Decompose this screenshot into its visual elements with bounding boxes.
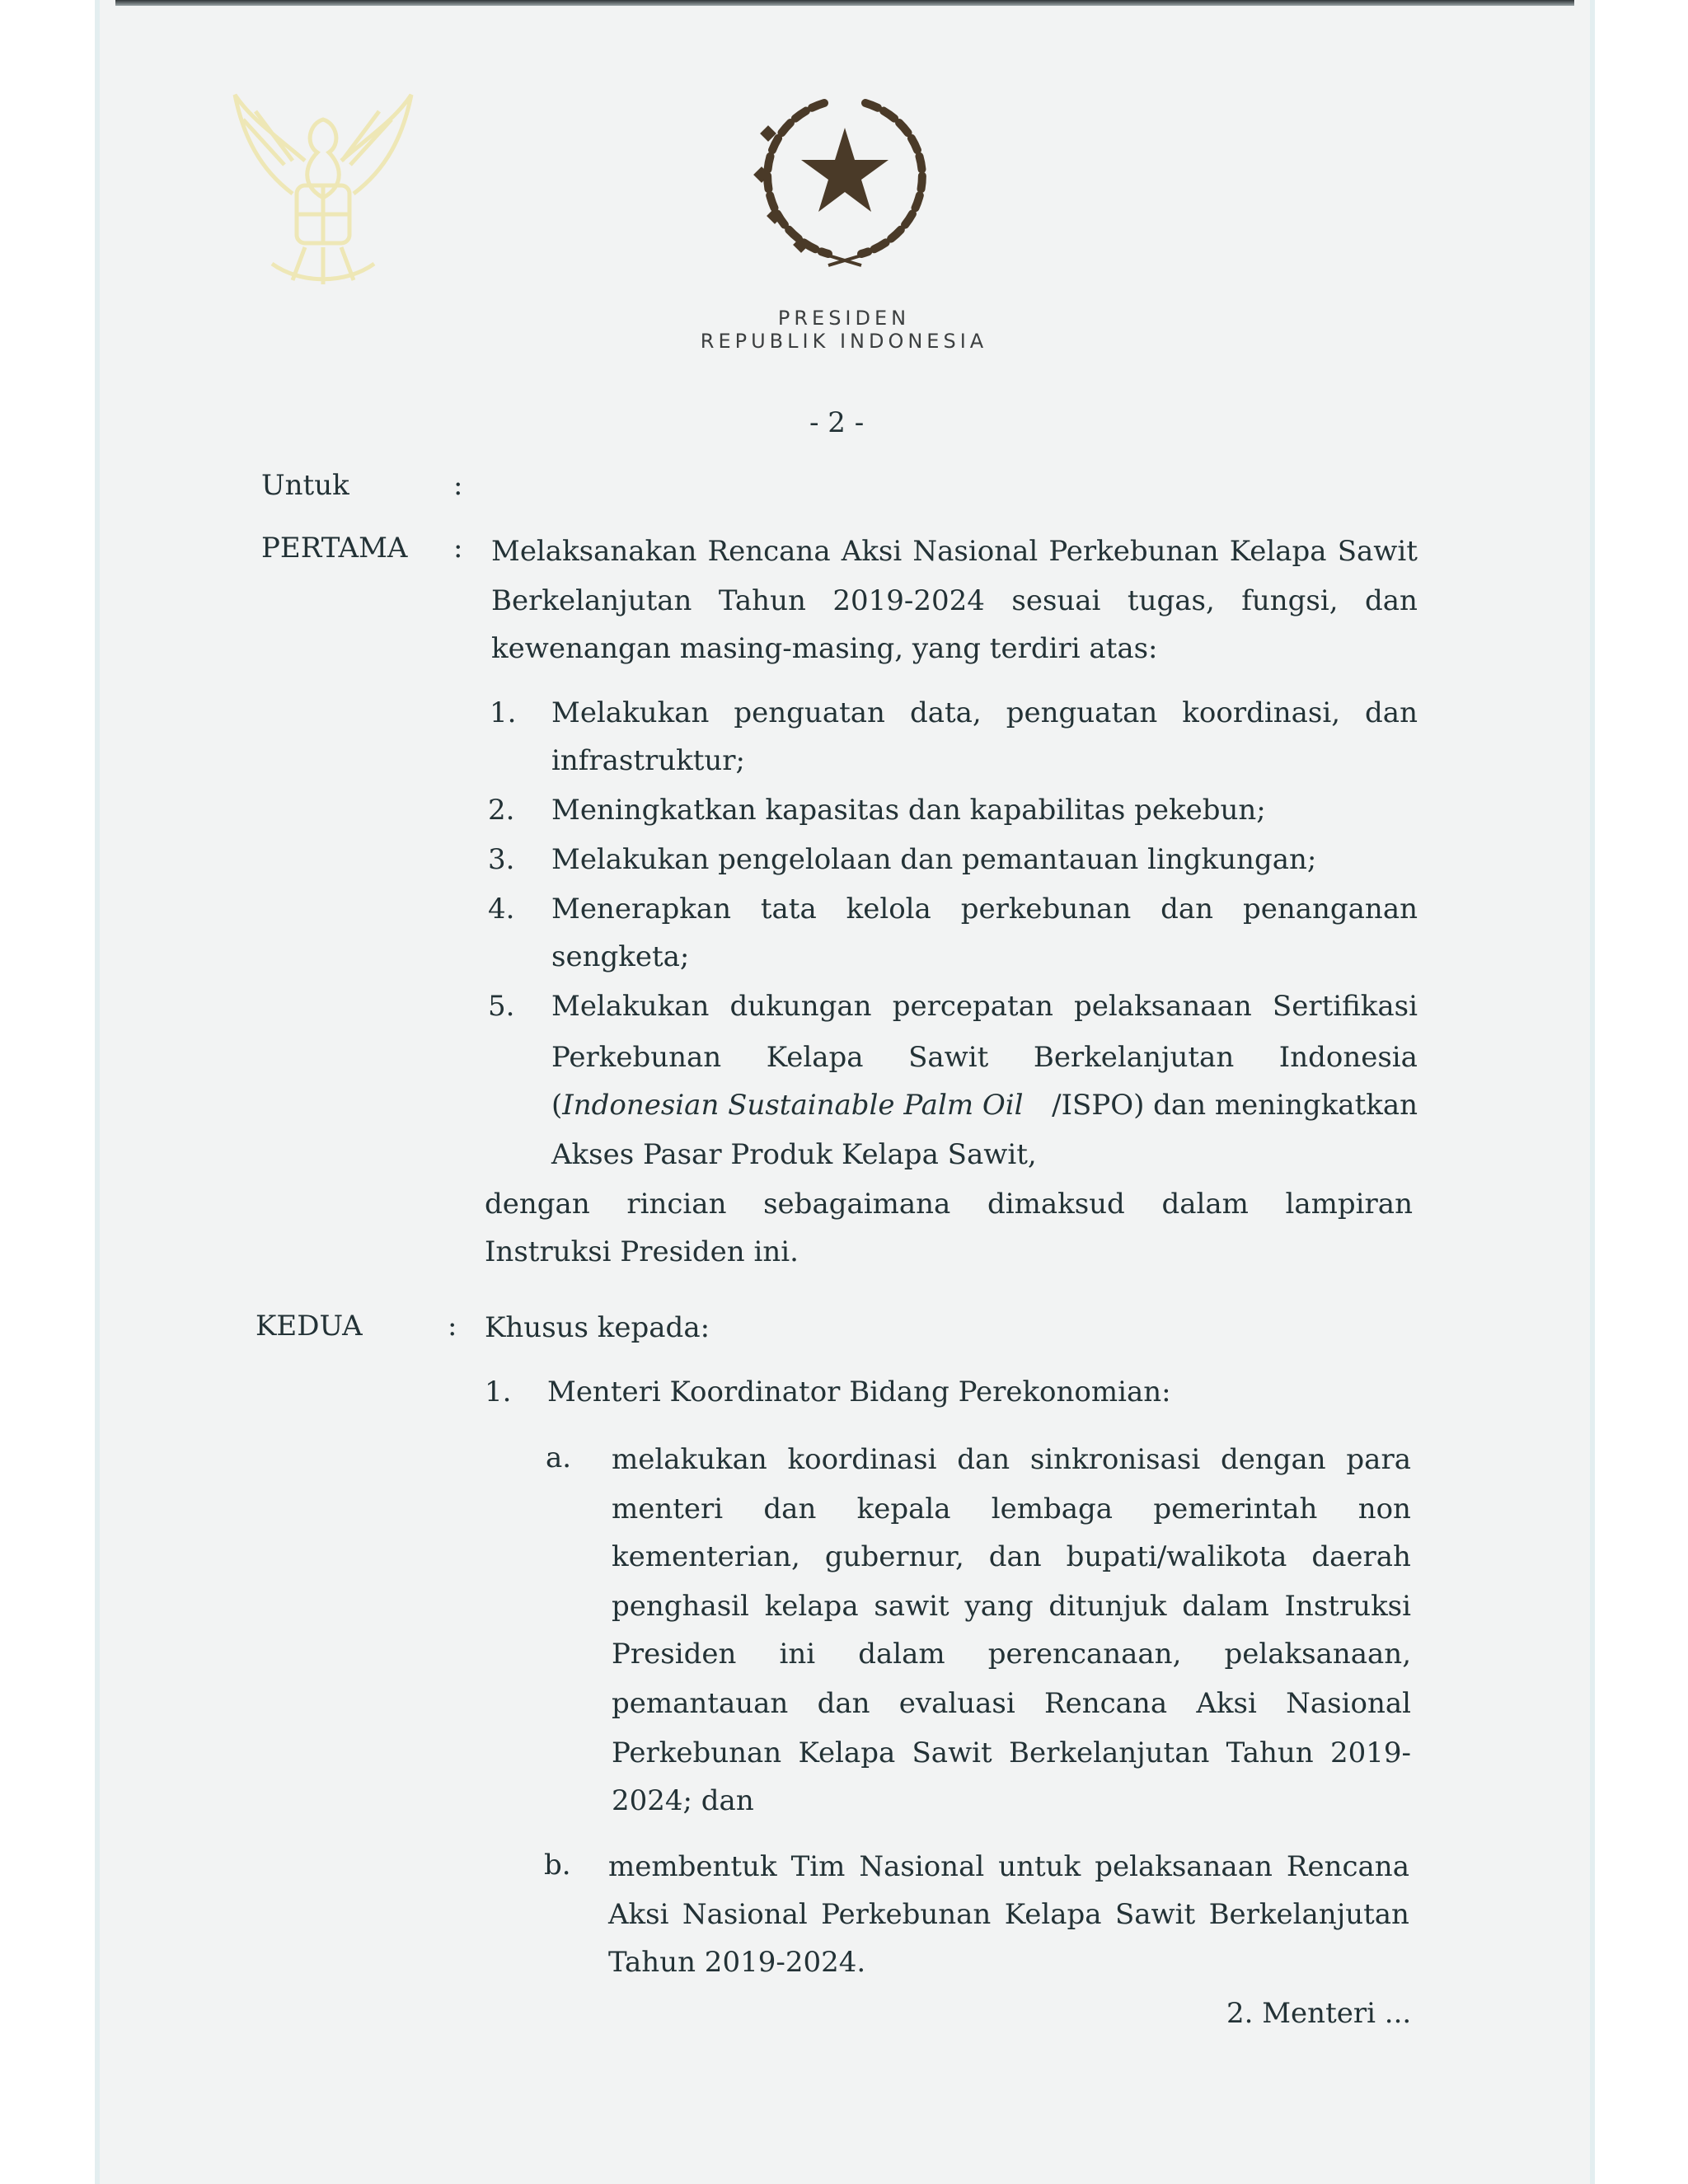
kedua-item-number: 1. xyxy=(485,1376,512,1408)
garuda-watermark-icon xyxy=(227,87,420,293)
sub-a-line: penghasil kelapa sawit yang ditunjuk dalam Instruksi xyxy=(612,1590,1411,1623)
header-presiden: PRESIDEN xyxy=(777,307,911,330)
pertama-intro-line: Berkelanjutan Tahun 2019-2024 sesuai tugas, fungsi, dan xyxy=(491,584,1418,617)
kedua-item-title: Menteri Koordinator Bidang Perekonomian: xyxy=(547,1376,1171,1408)
sub-b-line: Aksi Nasional Perkebunan Kelapa Sawit Berkelanjutan xyxy=(608,1898,1409,1931)
page-number: - 2 - xyxy=(809,406,865,439)
kedua-intro: Khusus kepada: xyxy=(485,1311,710,1344)
sub-item-letter-a: a. xyxy=(546,1441,572,1474)
sub-a-line: melakukan koordinasi dan sinkronisasi dengan para xyxy=(612,1443,1411,1476)
sub-b-line: Tahun 2019-2024. xyxy=(608,1946,866,1979)
sub-a-line: menteri dan kepala lembaga pemerintah non xyxy=(612,1493,1411,1526)
sub-item-letter-b: b. xyxy=(544,1849,571,1882)
page-top-edge xyxy=(115,0,1574,6)
pertama-item-line: sengketa; xyxy=(551,940,690,973)
sub-b-line: membentuk Tim Nasional untuk pelaksanaan Rencana xyxy=(608,1850,1409,1883)
pertama-item-line: Perkebunan Kelapa Sawit Berkelanjutan Indonesia xyxy=(551,1041,1418,1074)
untuk-colon: : xyxy=(453,469,463,502)
pertama-item-line: Akses Pasar Produk Kelapa Sawit, xyxy=(551,1138,1037,1171)
header-republik-indonesia: REPUBLIK INDONESIA xyxy=(700,330,988,353)
pertama-item-line: infrastruktur; xyxy=(551,744,746,777)
sub-a-line: kementerian, gubernur, dan bupati/walikota daerah xyxy=(612,1540,1411,1573)
pertama-item-line-ispo xyxy=(551,1089,1418,1122)
pertama-item-number: 5. xyxy=(488,990,515,1023)
sub-a-line: Presiden ini dalam perencanaan, pelaksanaan, xyxy=(612,1638,1411,1671)
pertama-item-line: Melakukan pengelolaan dan pemantauan lingkungan; xyxy=(551,843,1317,876)
pertama-colon: : xyxy=(453,532,463,565)
pertama-intro-line: kewenangan masing-masing, yang terdiri atas: xyxy=(491,632,1158,665)
kedua-colon: : xyxy=(448,1310,457,1343)
pertama-item-line: Meningkatkan kapasitas dan kapabilitas pekebun; xyxy=(551,794,1266,827)
sub-a-line: pemantauan dan evaluasi Rencana Aksi Nasional xyxy=(612,1687,1411,1720)
pertama-item-line: Melakukan dukungan percepatan pelaksanaan Sertifikasi xyxy=(551,990,1418,1023)
pertama-item-number: 3. xyxy=(488,843,515,876)
pertama-item-number: 2. xyxy=(488,794,515,827)
pertama-label: PERTAMA xyxy=(261,532,408,565)
sub-a-line: Perkebunan Kelapa Sawit Berkelanjutan Tahun 2019- xyxy=(612,1736,1411,1769)
pertama-item-line: Melakukan penguatan data, penguatan koordinasi, dan xyxy=(551,696,1418,729)
pertama-closing-line: dengan rincian sebagaimana dimaksud dalam lampiran xyxy=(485,1188,1413,1221)
pertama-item-number: 1. xyxy=(490,696,517,729)
pertama-intro-line: Melaksanakan Rencana Aksi Nasional Perkebunan Kelapa Sawit xyxy=(491,535,1418,568)
pertama-item-line: Menerapkan tata kelola perkebunan dan penanganan xyxy=(551,893,1418,926)
ispo-italic-term: Indonesian Sustainable Palm Oil xyxy=(562,1089,1024,1122)
presidential-emblem-icon xyxy=(746,91,944,272)
sub-a-line: 2024; dan xyxy=(612,1784,754,1817)
ispo-rest: /ISPO) dan meningkatkan xyxy=(1052,1089,1418,1122)
pertama-item-number: 4. xyxy=(488,893,515,926)
kedua-label: KEDUA xyxy=(256,1310,363,1343)
untuk-label: Untuk xyxy=(261,469,349,502)
paren-open: ( xyxy=(551,1089,563,1122)
pertama-closing-line: Instruksi Presiden ini. xyxy=(485,1235,799,1268)
continuation-text: 2. Menteri ... xyxy=(1226,1997,1412,2030)
